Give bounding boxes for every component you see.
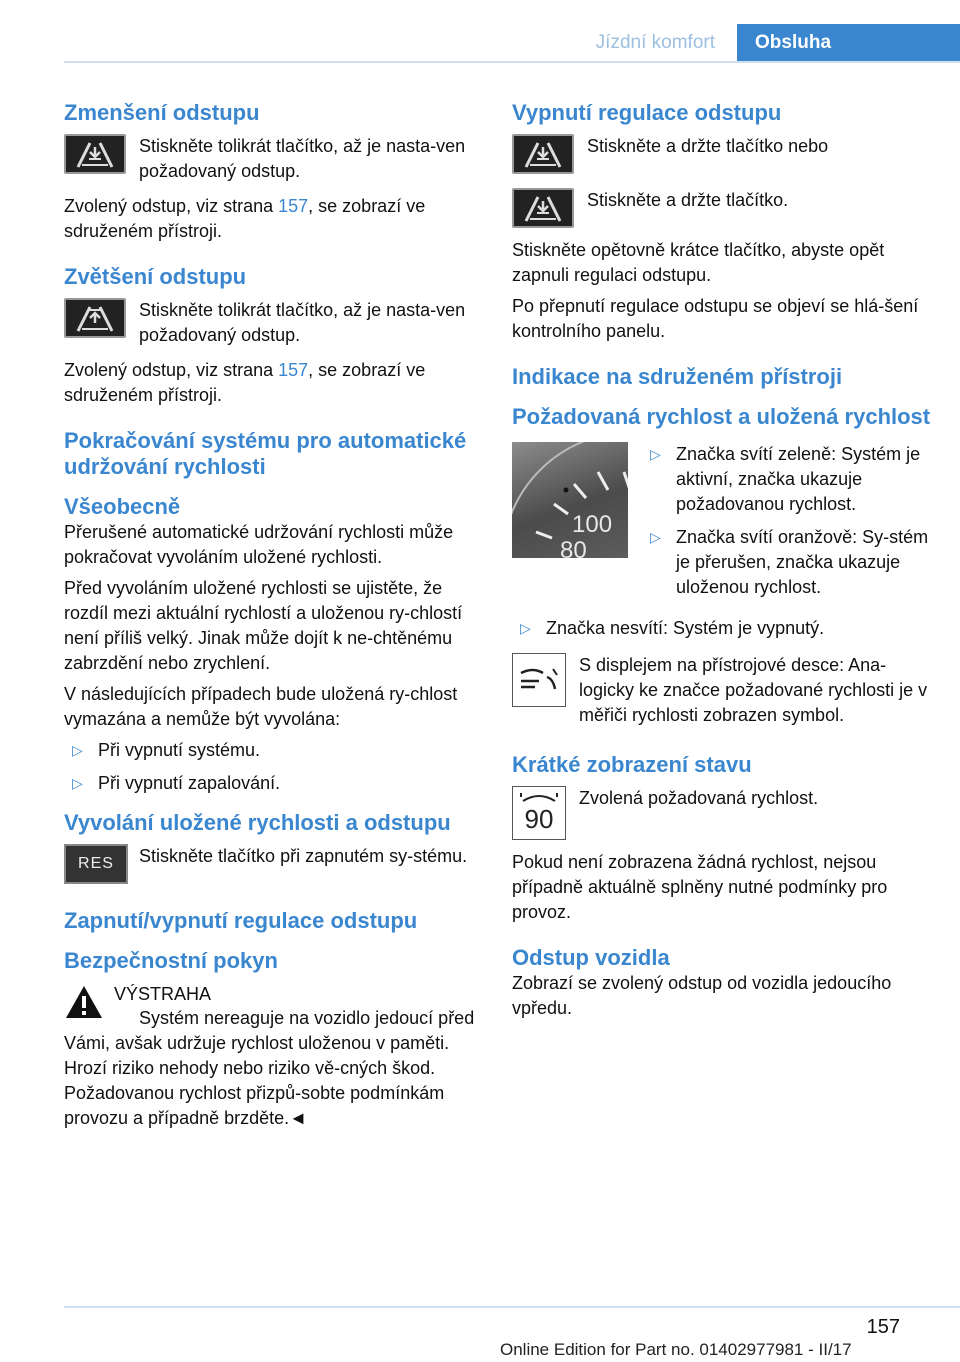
page-link-157[interactable]: 157 bbox=[278, 360, 309, 380]
list-item: ▷ Při vypnutí zapalování. bbox=[64, 771, 480, 796]
left-column bbox=[64, 100, 480, 1131]
deletion-conditions-list bbox=[64, 738, 480, 796]
heading-recall-speed: Vyvolání uložené rychlosti a odstupu bbox=[64, 810, 451, 835]
off-row-1 bbox=[512, 134, 932, 174]
increase-row bbox=[64, 298, 480, 348]
page-link-157[interactable]: 157 bbox=[278, 196, 309, 216]
display-text: S displejem na přístrojové desce: Ana-logicky ke značce požadované rychlosti je v měřiči rychlosti zobrazen symbol. bbox=[579, 655, 928, 725]
heading-desired-stored-speed: Požadovaná rychlost a uložená rychlost bbox=[512, 404, 931, 429]
warning-title: VÝSTRAHA bbox=[114, 984, 212, 1004]
svg-text:100: 100 bbox=[572, 511, 613, 538]
speedometer-image bbox=[512, 442, 628, 558]
distance-button-decrease-icon bbox=[64, 134, 128, 174]
speed-90-symbol-icon: 90 bbox=[512, 786, 568, 840]
distance-button-increase-icon bbox=[512, 188, 576, 228]
status-row bbox=[512, 786, 932, 840]
list-item: ▷ Značka svítí zeleně: Systém je aktivní, značka ukazuje požadovanou rychlost. bbox=[650, 444, 921, 514]
distance-paragraph: Zobrazí se zvolený odstup od vozidla jedoucího vpředu. bbox=[512, 973, 892, 1018]
decrease-note: Zvolený odstup, viz strana 157, se zobrazí ve sdruženém přístroji. bbox=[64, 196, 426, 241]
triangle-bullet-icon: ▷ bbox=[72, 742, 83, 758]
res-button-icon: RES bbox=[64, 844, 128, 884]
display-row bbox=[512, 653, 932, 728]
distance-control-symbol-icon bbox=[512, 653, 568, 707]
header-section-title: Jízdní komfort bbox=[595, 32, 715, 53]
header-chapter-tab[interactable]: Obsluha bbox=[737, 24, 960, 61]
increase-instruction: Stiskněte tolikrát tlačítko, až je nasta-ven požadovaný odstup. bbox=[139, 300, 466, 345]
status-text: Zvolená požadovaná rychlost. bbox=[579, 788, 819, 808]
triangle-bullet-icon: ▷ bbox=[650, 446, 661, 462]
distance-button-increase-icon bbox=[64, 298, 128, 338]
increase-note: Zvolený odstup, viz strana 157, se zobrazí ve sdruženém přístroji. bbox=[64, 360, 426, 405]
heading-general: Všeobecně bbox=[64, 494, 181, 519]
status-paragraph: Pokud není zobrazena žádná rychlost, nejsou případně aktuálně splněny nutné podmínky pro provoz. bbox=[512, 852, 888, 922]
heading-cluster-indication: Indikace na sdruženém přístroji bbox=[512, 364, 843, 389]
indicator-off-list bbox=[512, 616, 932, 641]
heading-continue-system: Pokračování systému pro automatické udržování rychlosti bbox=[64, 428, 467, 479]
decrease-instruction: Stiskněte tolikrát tlačítko, až je nasta-ven požadovaný odstup. bbox=[139, 136, 466, 181]
triangle-bullet-icon: ▷ bbox=[72, 775, 83, 791]
heading-vehicle-distance: Odstup vozidla bbox=[512, 945, 670, 970]
triangle-bullet-icon: ▷ bbox=[520, 620, 531, 636]
warning-text: Systém nereaguje na vozidlo jedoucí před Vámi, avšak udržuje rychlost uloženou v paměti. Hrozí riziko nehody nebo riziko vě-cných škod. Požadovanou rychlost přizpů-sobte podmínkám provozu a případně brzděte.◄ bbox=[64, 1008, 475, 1128]
indicator-states-list bbox=[642, 442, 932, 608]
list-item: ▷ Značka svítí oranžově: Sy-stém je přerušen, značka ukazuje uloženou rychlost. bbox=[650, 527, 929, 597]
header-divider bbox=[64, 61, 960, 63]
recall-instruction: Stiskněte tlačítko při zapnutém sy-stému. bbox=[139, 846, 468, 866]
heading-safety-note: Bezpečnostní pokyn bbox=[64, 948, 278, 973]
general-paragraph-2: Před vyvoláním uložené rychlosti se ujistěte, že rozdíl mezi aktuální rychlostí a uloženou ry-chlostí není příliš velký. Jinak může dojít k ne-chtěnému zabrzdění nebo zrychlení. bbox=[64, 578, 463, 673]
off-paragraph-2: Po přepnutí regulace odstupu se objeví se hlá-šení kontrolního panelu. bbox=[512, 296, 919, 341]
off-paragraph-1: Stiskněte opětovně krátce tlačítko, abyste opět zapnuli regulaci odstupu. bbox=[512, 240, 885, 285]
speedometer-block bbox=[512, 442, 932, 608]
general-paragraph-1: Přerušené automatické udržování rychlosti může pokračovat vyvoláním uložené rychlosti. bbox=[64, 522, 454, 567]
page-number: 157 bbox=[866, 1316, 900, 1338]
edition-footer: Online Edition for Part no. 01402977981 - II/17 bbox=[500, 1340, 852, 1359]
heading-short-status: Krátké zobrazení stavu bbox=[512, 752, 752, 777]
off-row-2 bbox=[512, 188, 932, 228]
recall-row bbox=[64, 844, 480, 884]
off-instruction-1: Stiskněte a držte tlačítko nebo bbox=[587, 136, 829, 156]
heading-off-distance-control: Vypnutí regulace odstupu bbox=[512, 100, 782, 125]
right-column bbox=[512, 100, 932, 1021]
list-item: ▷ Při vypnutí systému. bbox=[64, 738, 480, 763]
general-paragraph-3: V následujících případech bude uložená ry-chlost vymazána a nemůže být vyvolána: bbox=[64, 684, 458, 729]
heading-increase-distance: Zvětšení odstupu bbox=[64, 264, 247, 289]
svg-text:80: 80 bbox=[560, 537, 587, 558]
distance-button-decrease-icon bbox=[512, 134, 576, 174]
heading-onoff-distance-control: Zapnutí/vypnutí regulace odstupu bbox=[64, 908, 418, 933]
off-instruction-2: Stiskněte a držte tlačítko. bbox=[587, 190, 789, 210]
footer-divider bbox=[64, 1306, 960, 1308]
triangle-bullet-icon: ▷ bbox=[650, 529, 661, 545]
decrease-row bbox=[64, 134, 480, 184]
heading-decrease-distance: Zmenšení odstupu bbox=[64, 100, 260, 125]
list-item: ▷ Značka nesvítí: Systém je vypnutý. bbox=[512, 616, 932, 641]
